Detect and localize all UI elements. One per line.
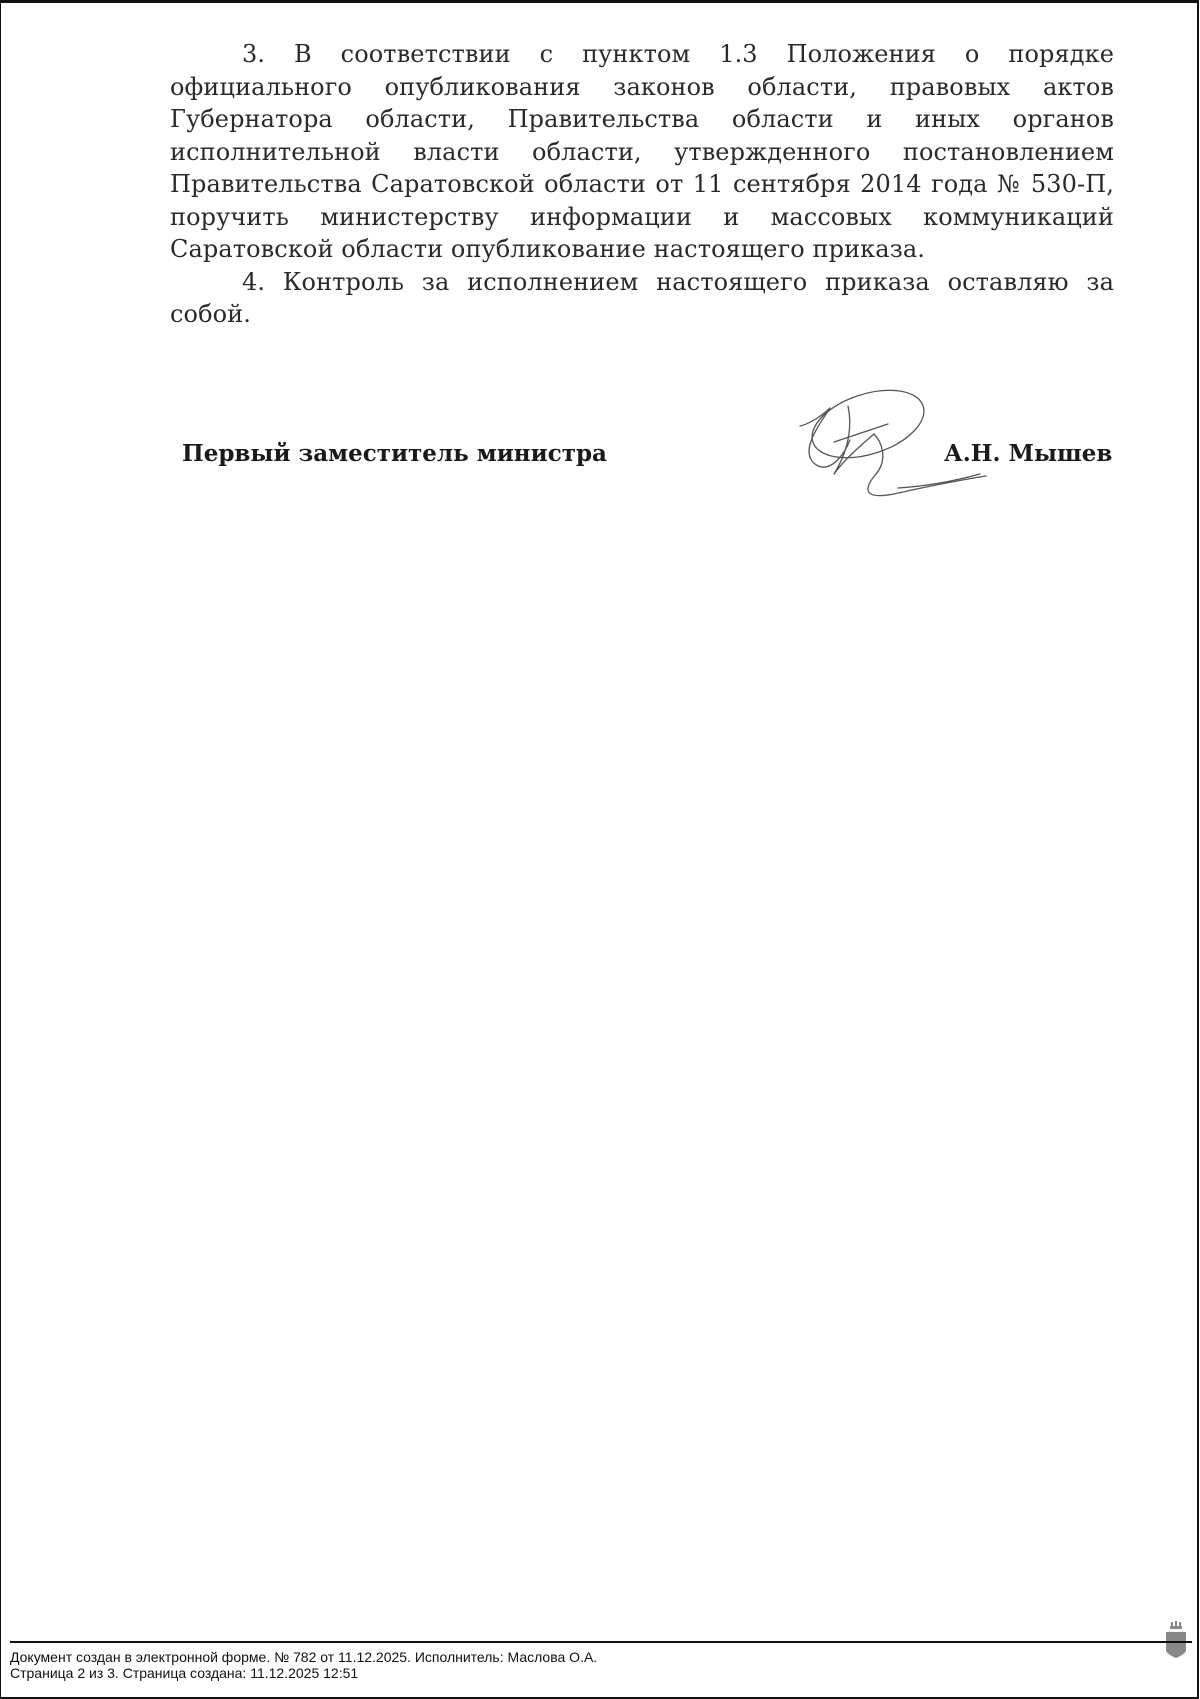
- signatory-name: А.Н. Мышев: [944, 440, 1113, 467]
- signature-block: [0, 0, 1200, 520]
- document-footer: [10, 1641, 1192, 1681]
- footer-line-document: Документ создан в электронной форме. № 782 от 11.12.2025. Исполнитель: Маслова О.А.: [10, 1649, 598, 1665]
- paragraph-4: 4. Контроль за исполнением настоящего приказа оставляю за собой.: [170, 267, 1114, 328]
- paragraph-3: 3. В соответствии с пунктом 1.3 Положения о порядке официального опубликования законов области, правовых актов Губернатора области, Правительства области и иных органов исполнительной власти области, утвержденного постановлением Правительства Саратовской области от 11 сентября 2014 года № 530-П, поручить министерству информации и массовых коммуникаций Саратовской области опубликование настоящего приказа.: [170, 40, 1114, 263]
- footer-line-page: Страница 2 из 3. Страница создана: 11.12.2025 12:51: [10, 1665, 359, 1681]
- signatory-title: Первый заместитель министра: [182, 440, 607, 467]
